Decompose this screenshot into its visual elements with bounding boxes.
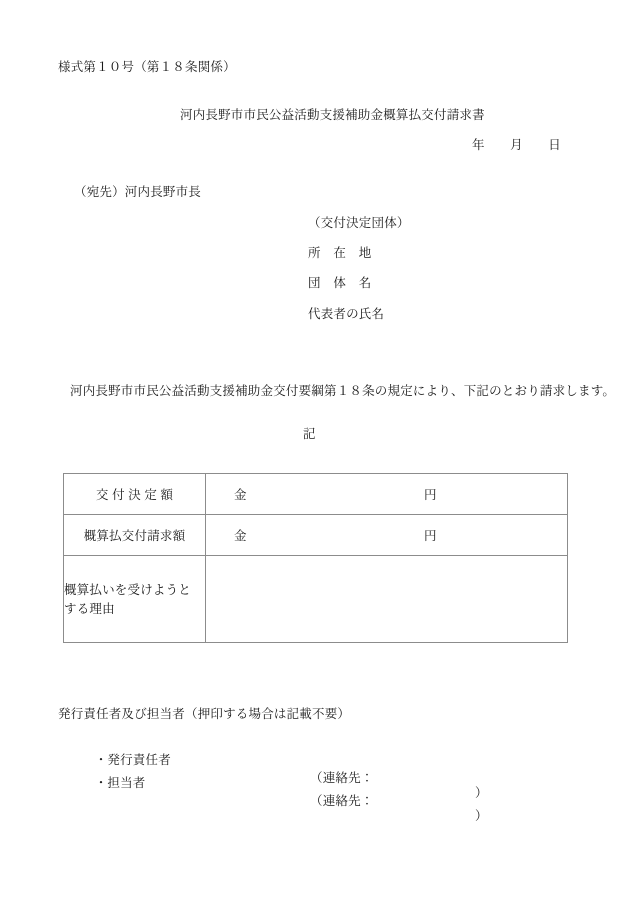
currency-prefix: 金 — [234, 528, 247, 543]
ki-marker: 記 — [303, 426, 316, 441]
table-cell-reason-value[interactable] — [206, 556, 568, 643]
table-cell-estimated-payment-value[interactable] — [206, 515, 568, 556]
table-cell-grant-decision-value[interactable] — [206, 474, 568, 515]
footer-entry-label: ・担当者 — [94, 775, 146, 790]
table-row-label-estimated-payment-request-amount: 概算払交付請求額 — [64, 515, 206, 556]
table-row — [64, 515, 568, 556]
body-paragraph: 河内長野市市民公益活動支援補助金交付要綱第１８条の規定により、下記のとおり請求します。 — [70, 383, 616, 398]
footer-contact-close-paren: ） — [475, 785, 488, 800]
document-title: 河内長野市市民公益活動支援補助金概算払交付請求書 — [180, 107, 485, 122]
form-number: 様式第１０号（第１８条関係） — [58, 59, 236, 74]
table-row-label-reason: 概算払いを受けようと する理由 — [64, 556, 206, 643]
footer-heading: 発行責任者及び担当者（押印する場合は記載不要） — [58, 706, 351, 721]
table-row — [64, 556, 568, 643]
recipient-representative-name-label: 代表者の氏名 — [308, 306, 385, 321]
footer-contact-close-paren: ） — [475, 808, 488, 823]
recipient-group-name-label: 団 体 名 — [308, 275, 372, 290]
amount-table — [63, 473, 568, 643]
addressee-line: （宛先）河内長野市長 — [74, 184, 202, 199]
currency-suffix: 円 — [424, 528, 437, 543]
recipient-address-label: 所 在 地 — [308, 245, 372, 260]
footer-contact-label: （連絡先： — [310, 793, 374, 808]
footer-entry-label: ・発行責任者 — [94, 752, 171, 767]
recipient-organization-label: （交付決定団体） — [308, 215, 410, 230]
footer-contact-label: （連絡先： — [310, 770, 374, 785]
date-line: 年 月 日 — [472, 137, 561, 152]
currency-prefix: 金 — [234, 487, 247, 502]
currency-suffix: 円 — [424, 487, 437, 502]
table-row — [64, 474, 568, 515]
table-row-label-grant-decision-amount: 交付決定額 — [64, 474, 206, 515]
